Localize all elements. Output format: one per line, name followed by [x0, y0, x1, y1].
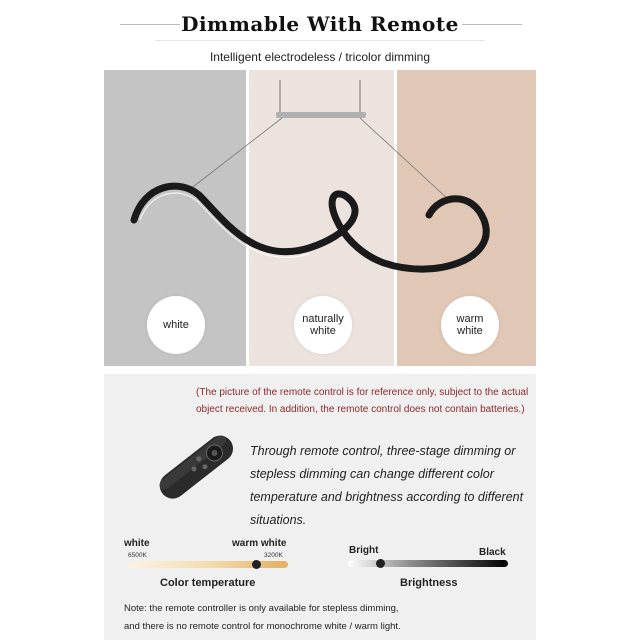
mode-label-text: naturally	[302, 313, 344, 325]
subtitle-divider	[155, 40, 485, 41]
mode-label-text: white	[163, 319, 189, 331]
mode-label-text: warm	[456, 313, 484, 325]
mode-label-text: white	[310, 325, 336, 337]
remote-description: Through remote control, three-stage dimming or stepless dimming can change different color temperature and brightness according to different situations.	[250, 444, 524, 527]
color-temp-right-label: warm white	[232, 538, 287, 549]
remote-note	[124, 600, 534, 636]
brightness-right-label: Black	[479, 547, 506, 558]
remote-disclaimer: (The picture of the remote control is for reference only, subject to the actual object received. In addition, the remote control does not contain batteries.)	[196, 387, 529, 415]
color-temperature-caption: Color temperature	[160, 577, 256, 589]
panel-warm-white	[397, 70, 536, 366]
color-temperature-slider-knob[interactable]	[252, 560, 261, 569]
color-temperature-slider[interactable]	[128, 561, 288, 568]
remote-control-section	[104, 374, 536, 640]
lighting-mode-panels	[104, 70, 536, 366]
brightness-slider[interactable]	[348, 560, 508, 567]
color-temp-left-value: 6500K	[128, 552, 147, 559]
remote-note-line: and there is no remote control for monochrome white / warm light.	[124, 621, 401, 632]
panel-naturally-white	[246, 70, 397, 366]
remote-note-line: Note: the remote controller is only available for stepless dimming,	[124, 603, 399, 614]
mode-label-warm-white	[441, 296, 499, 354]
brightness-left-label: Bright	[349, 545, 379, 556]
mode-label-white	[147, 296, 205, 354]
brightness-caption: Brightness	[400, 577, 458, 589]
color-temp-right-value: 3200K	[264, 552, 283, 559]
mode-label-naturally-white	[294, 296, 352, 354]
panel-white	[104, 70, 246, 366]
remote-control-icon	[144, 424, 244, 514]
page-subtitle: Intelligent electrodeless / tricolor dimming	[209, 50, 431, 64]
title-divider-right	[462, 24, 522, 25]
color-temp-left-label: white	[124, 538, 150, 549]
page-title: Dimmable With Remote	[181, 12, 459, 36]
mode-label-text: white	[457, 325, 483, 337]
brightness-slider-knob[interactable]	[376, 559, 385, 568]
